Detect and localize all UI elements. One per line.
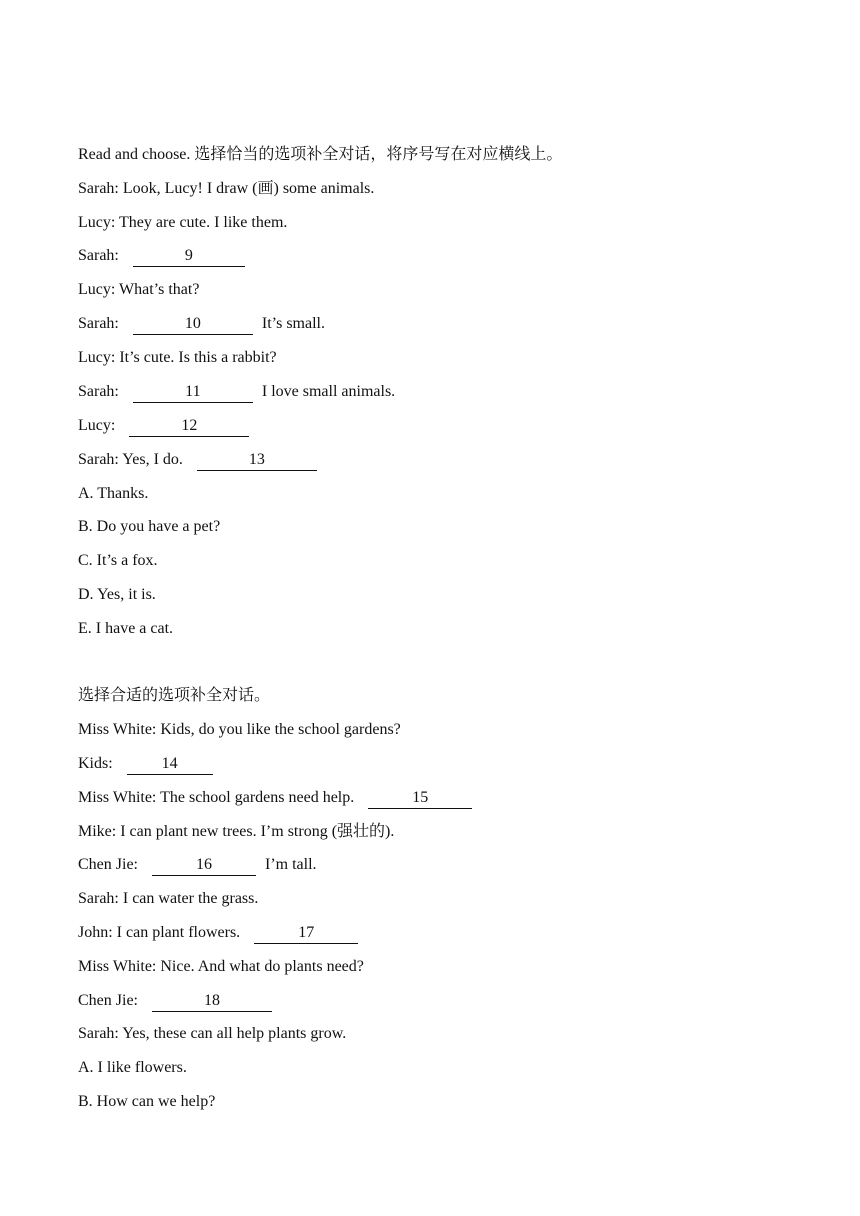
- dialogue-line: [78, 212, 287, 234]
- dialogue-text: Sarah: Yes, these can all help plants grow.: [78, 1025, 347, 1042]
- dialogue-line: [78, 415, 249, 437]
- dialogue-text: Sarah:: [78, 315, 123, 332]
- dialogue-text: Chen Jie:: [78, 992, 142, 1009]
- option-item: B. How can we help?: [78, 1093, 216, 1110]
- dialogue-text: Sarah:: [78, 247, 123, 264]
- answer-blank[interactable]: 16: [152, 856, 256, 876]
- dialogue-line: [78, 821, 394, 843]
- dialogue-line: [78, 888, 258, 910]
- dialogue-line: [78, 313, 325, 335]
- section2-instruction: 选择合适的选项补全对话。: [78, 687, 271, 704]
- dialogue-text: Lucy: They are cute. I like them.: [78, 214, 288, 231]
- dialogue-text-after: I’m tall.: [265, 856, 317, 873]
- dialogue-line: [78, 854, 317, 876]
- dialogue-line: [78, 178, 374, 200]
- option-item: D. Yes, it is.: [78, 586, 156, 603]
- section1-instruction: Read and choose. 选择恰当的选项补全对话，将序号写在对应横线上。: [78, 146, 563, 163]
- answer-blank[interactable]: 13: [197, 451, 317, 471]
- dialogue-text: Miss White: Kids, do you like the school gardens?: [78, 721, 401, 738]
- dialogue-text-after: It’s small.: [261, 315, 325, 332]
- dialogue-text: Lucy: It’s cute. Is this a rabbit?: [78, 349, 277, 366]
- answer-blank[interactable]: 11: [133, 383, 253, 403]
- dialogue-line: [78, 245, 245, 267]
- dialogue-line: [78, 753, 213, 775]
- answer-blank[interactable]: 17: [254, 924, 358, 944]
- dialogue-line: [78, 1023, 346, 1045]
- dialogue-line: [78, 956, 364, 978]
- dialogue-line: [78, 719, 401, 741]
- answer-blank[interactable]: 18: [152, 992, 272, 1012]
- dialogue-text: Mike: I can plant new trees. I’m strong (强壮的).: [78, 823, 395, 840]
- dialogue-text: Kids:: [78, 755, 117, 772]
- answer-blank[interactable]: 12: [129, 417, 249, 437]
- dialogue-line: [78, 347, 277, 369]
- dialogue-text: Sarah:: [78, 383, 123, 400]
- option-item: C. It’s a fox.: [78, 552, 158, 569]
- dialogue-text: Miss White: Nice. And what do plants need?: [78, 958, 364, 975]
- dialogue-line: [78, 381, 395, 403]
- option-item: A. Thanks.: [78, 485, 149, 502]
- answer-blank[interactable]: 15: [368, 789, 472, 809]
- dialogue-text: John: I can plant flowers.: [78, 924, 245, 941]
- dialogue-line: [78, 787, 472, 809]
- dialogue-text: Sarah: Look, Lucy! I draw (画) some animals.: [78, 180, 375, 197]
- answer-blank[interactable]: 9: [133, 247, 245, 267]
- dialogue-line: [78, 279, 199, 301]
- dialogue-text-after: I love small animals.: [261, 383, 396, 400]
- dialogue-text: Lucy:: [78, 417, 120, 434]
- option-item: A. I like flowers.: [78, 1059, 187, 1076]
- dialogue-text: Chen Jie:: [78, 856, 142, 873]
- dialogue-text: Sarah: Yes, I do.: [78, 451, 187, 468]
- dialogue-line: [78, 922, 358, 944]
- option-item: B. Do you have a pet?: [78, 518, 221, 535]
- option-item: E. I have a cat.: [78, 620, 174, 637]
- dialogue-text: Lucy: What’s that?: [78, 281, 200, 298]
- answer-blank[interactable]: 10: [133, 315, 253, 335]
- answer-blank[interactable]: 14: [127, 755, 213, 775]
- dialogue-text: Miss White: The school gardens need help.: [78, 789, 359, 806]
- dialogue-line: [78, 990, 272, 1012]
- dialogue-text: Sarah: I can water the grass.: [78, 890, 259, 907]
- dialogue-line: [78, 449, 317, 471]
